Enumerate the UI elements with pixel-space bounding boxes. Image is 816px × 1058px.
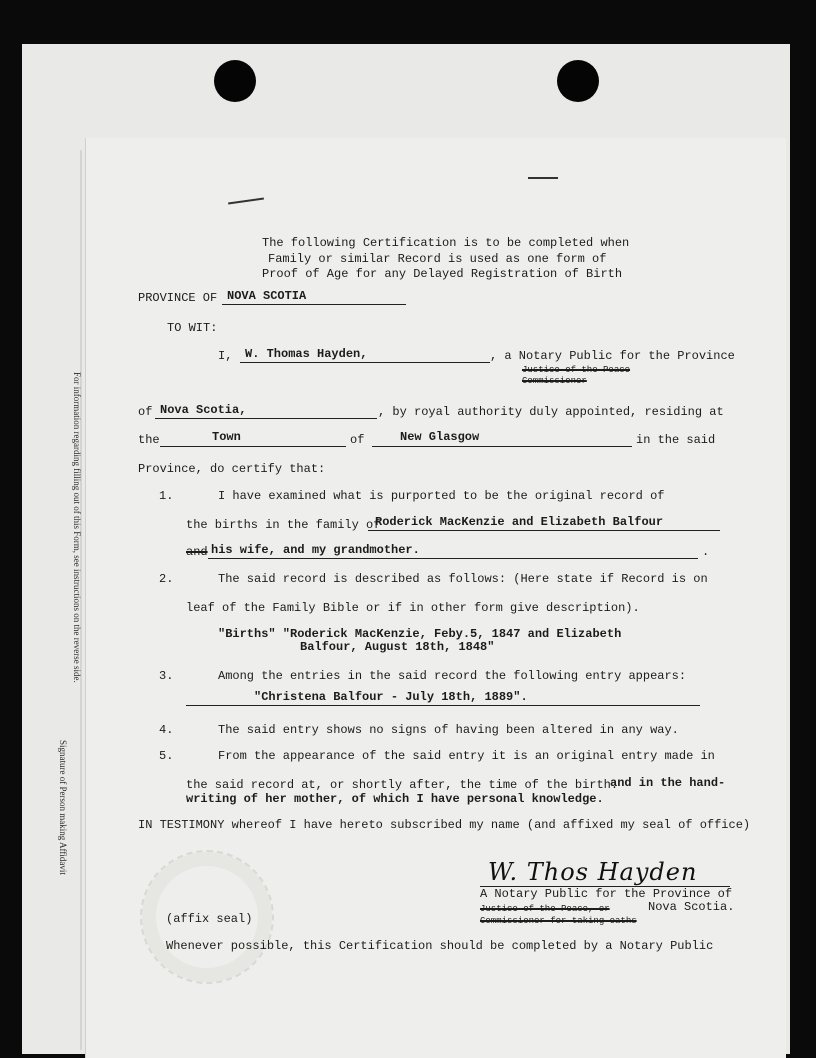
header-line-3: Proof of Age for any Delayed Registration of Birth <box>262 267 623 281</box>
punch-hole-right <box>557 60 599 102</box>
declarant-name: W. Thomas Hayden, <box>245 347 368 361</box>
item-5-number: 5. <box>159 749 174 763</box>
item-4-line-1: The said entry shows no signs of having been altered in any way. <box>218 723 679 737</box>
item-2-desc-2: Balfour, August 18th, 1848" <box>300 640 495 654</box>
item-1-line-2: the births in the family of <box>186 518 381 532</box>
item-4-number: 4. <box>159 723 174 737</box>
item-1-number: 1. <box>159 489 174 503</box>
the-label: the <box>138 433 160 447</box>
province-label: PROVINCE OF <box>138 291 218 305</box>
declarant-underline <box>240 362 490 363</box>
certify-text: Province, do certify that: <box>138 462 326 476</box>
item-2-line-2: leaf of the Family Bible or if in other form give description). <box>186 601 640 615</box>
footer-note: Whenever possible, this Certification should be completed by a Notary Public <box>166 939 714 953</box>
item-1-line-1: I have examined what is purported to be the original record of <box>218 489 665 503</box>
item-3-entry-underline <box>186 705 700 706</box>
signature-province: Nova Scotia. <box>648 900 735 914</box>
item-1-line-3: his wife, and my grandmother. <box>211 543 420 557</box>
item-5-extra-2: writing of her mother, of which I have personal knowledge. <box>186 792 604 806</box>
testimony-text: IN TESTIMONY whereof I have hereto subscribed my name (and affixed my seal of office) <box>138 818 751 832</box>
the-of-label: of <box>350 433 365 447</box>
signature-struck-jp: Justice of the Peace, or <box>480 904 610 914</box>
margin-signature-label: Signature of Person making Affidavit <box>58 740 68 875</box>
to-wit: TO WIT: <box>167 321 218 335</box>
item-3-entry: "Christena Balfour - July 18th, 1889". <box>254 690 528 704</box>
signature-title: A Notary Public for the Province of <box>480 887 733 901</box>
of-text: , by royal authority duly appointed, residing at <box>378 405 724 419</box>
item-1-period: . <box>702 545 710 559</box>
item-3-line-1: Among the entries in the said record the following entry appears: <box>218 669 687 683</box>
affix-seal-label: (affix seal) <box>166 912 253 926</box>
item-5-line-2: the said record at, or shortly after, the time of the birth. <box>186 778 619 792</box>
item-5-line-1: From the appearance of the said entry it is an original entry made in <box>218 749 715 763</box>
notary-signature: W. Thos Hayden <box>488 858 698 886</box>
province-value: NOVA SCOTIA <box>227 289 307 303</box>
the-suffix: in the said <box>636 433 716 447</box>
item-5-extra-1: and in the hand- <box>610 776 726 790</box>
province-underline <box>222 304 406 305</box>
punch-hole-left <box>214 60 256 102</box>
margin-instructions: For information regarding filling out of this Form, see instructions on the reverse side. <box>72 372 82 683</box>
header-line-2: Family or similar Record is used as one form of <box>268 252 607 266</box>
place-type-underline <box>160 446 346 447</box>
place-name: New Glasgow <box>400 430 480 444</box>
of-value: Nova Scotia, <box>160 403 247 417</box>
of-label: of <box>138 405 153 419</box>
item-2-number: 2. <box>159 572 174 586</box>
item-1-struck: and <box>186 545 208 559</box>
place-name-underline <box>372 446 632 447</box>
item-3-number: 3. <box>159 669 174 683</box>
declarant-prefix: I, <box>218 349 233 363</box>
header-line-1: The following Certification is to be completed when <box>262 236 630 250</box>
of-underline <box>155 418 377 419</box>
item-1-family: Roderick MacKenzie and Elizabeth Balfour <box>375 515 664 529</box>
item-2-desc-1: "Births" "Roderick MacKenzie, Feby.5, 1847 and Elizabeth <box>218 627 622 641</box>
signature-struck-commissioner: Commissioner for taking oaths <box>480 916 637 926</box>
declarant-struck-commissioner: Commissioner <box>522 376 587 386</box>
pen-mark-2 <box>528 177 558 179</box>
place-type: Town <box>212 430 241 444</box>
declarant-struck-jp: Justice of the Peace <box>522 365 631 375</box>
item-1-line-3-underline <box>208 558 698 559</box>
item-2-line-1: The said record is described as follows: (Here state if Record is on <box>218 572 708 586</box>
item-1-family-underline <box>368 530 720 531</box>
declarant-role: , a Notary Public for the Province <box>490 349 735 363</box>
